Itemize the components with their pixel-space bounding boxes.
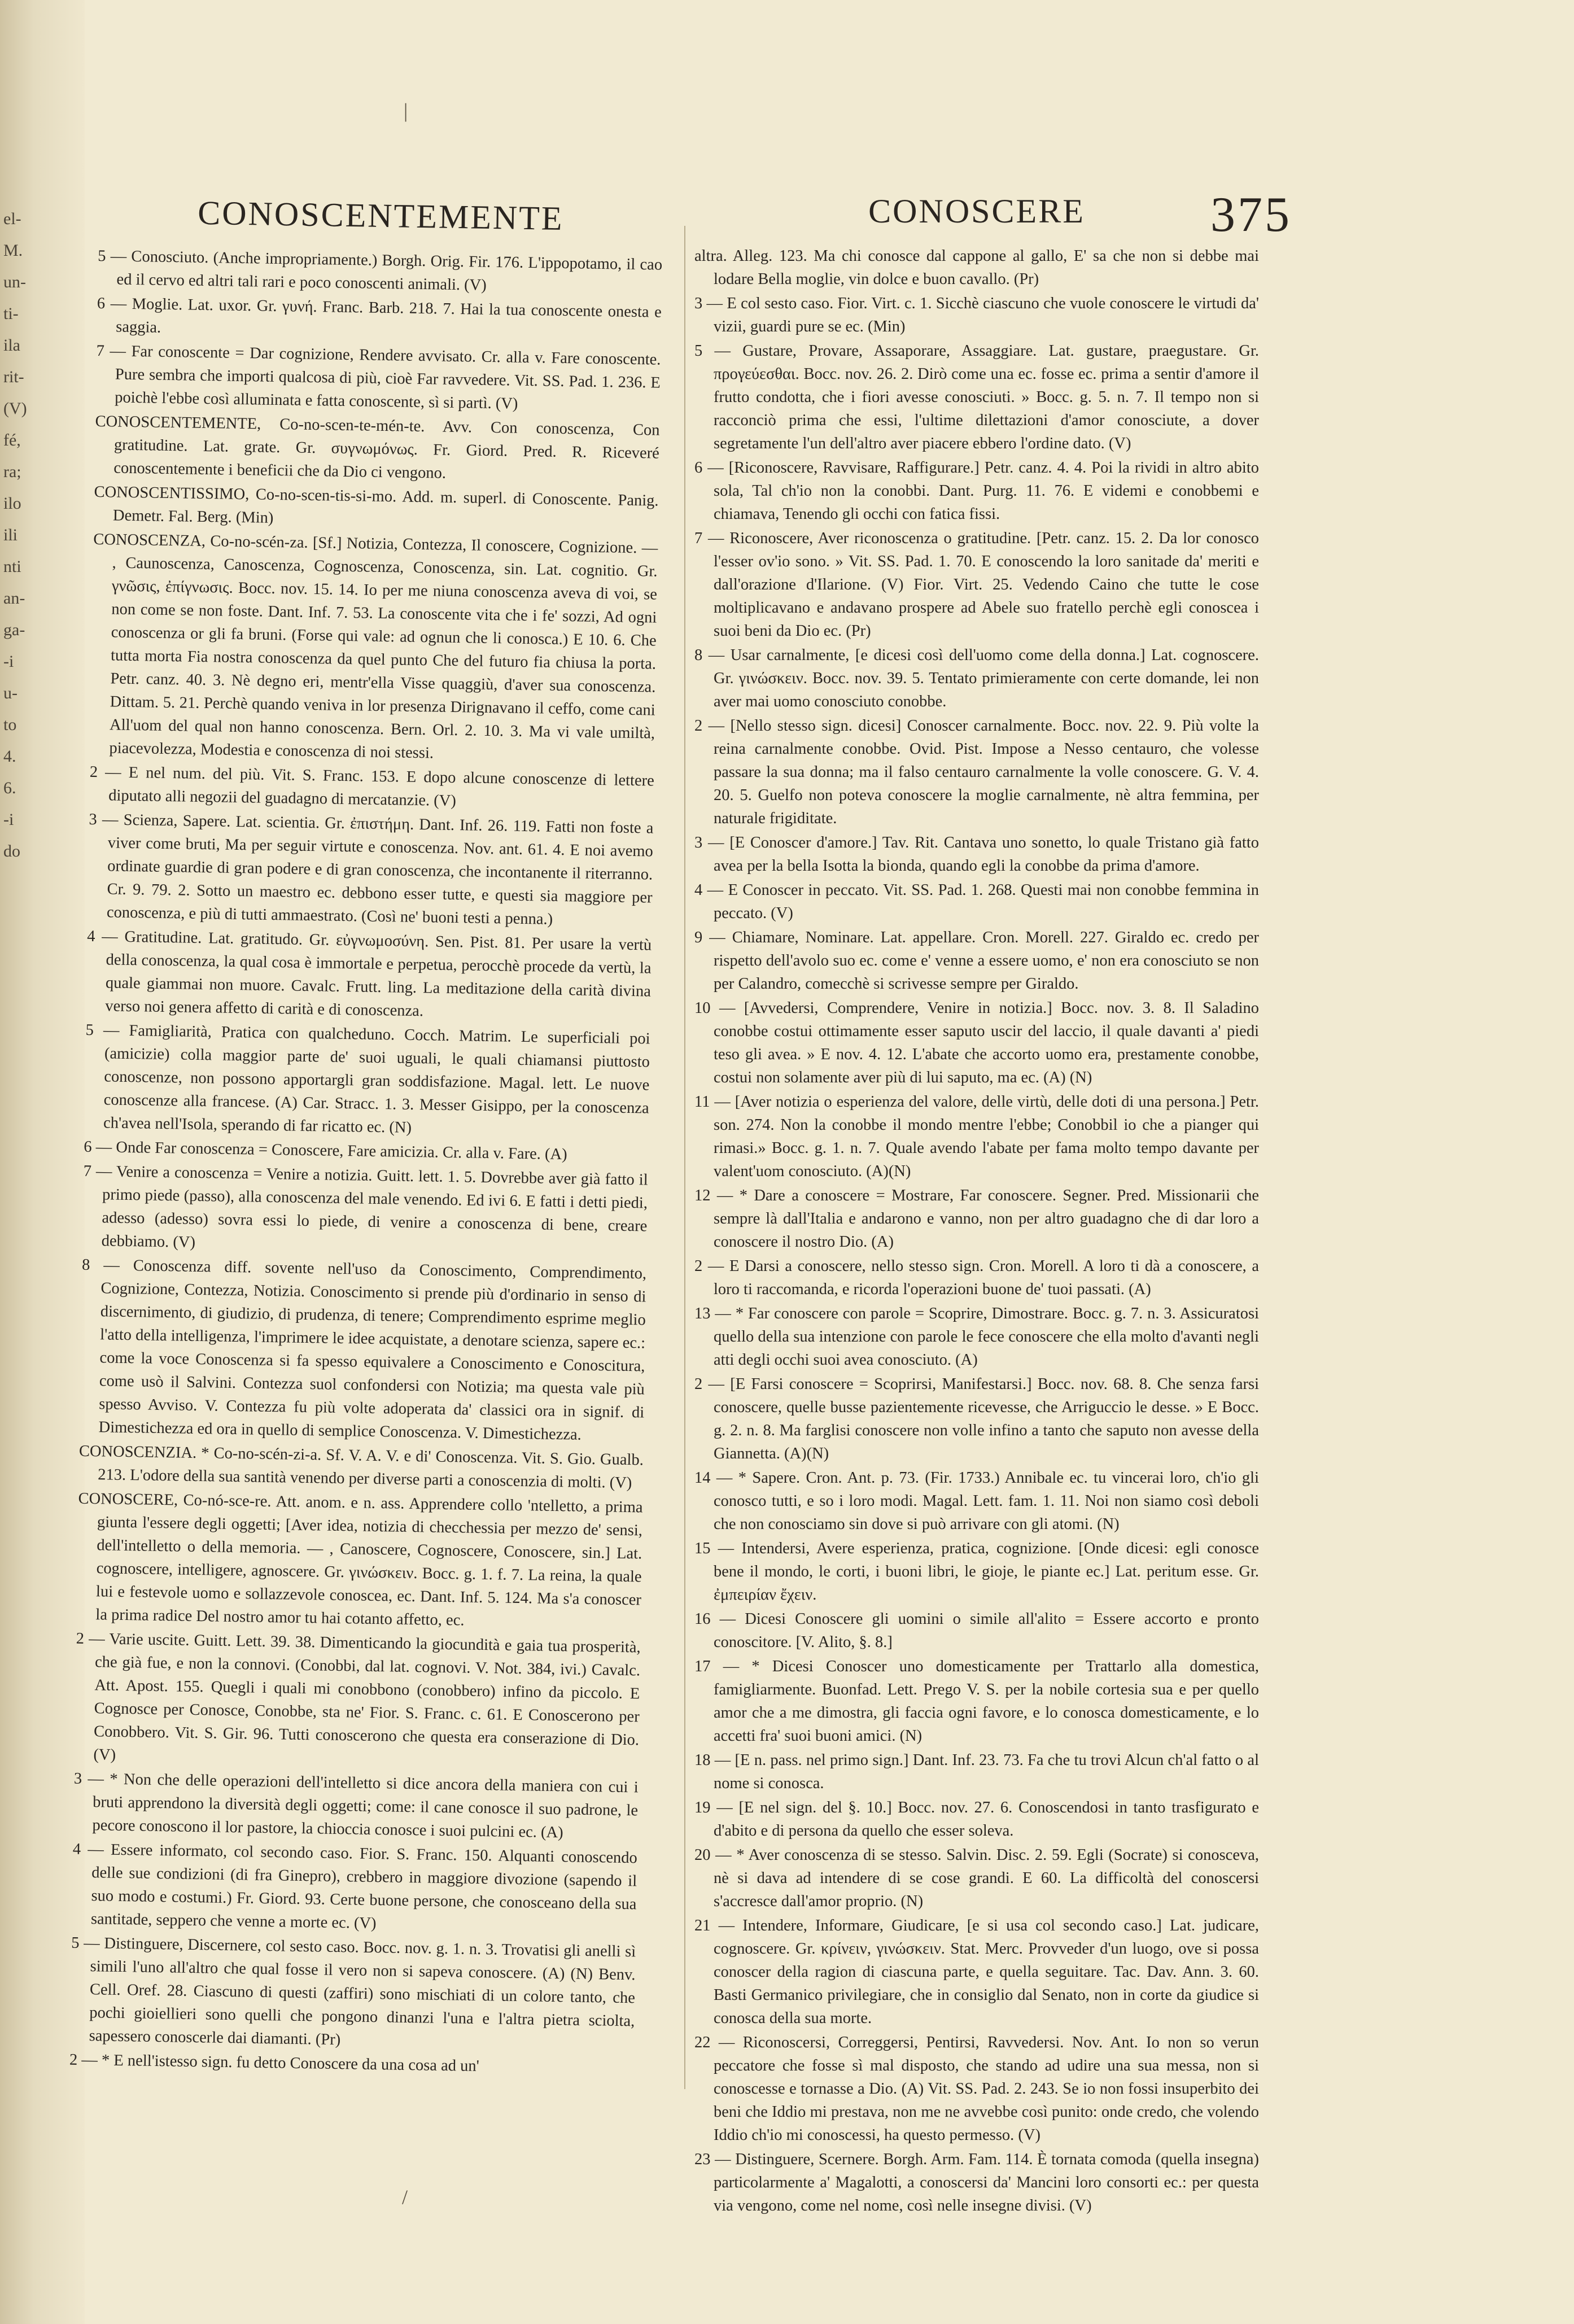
dictionary-entry: 2 — Varie uscite. Guitt. Lett. 39. 38. Dimenticando la giocundità e gaia tua prosperità, che già fue, e non la connovi. (Conobbi, dal lat. cognovi. V. Not. 384, ivi.) Cavalc. Att. Apost. 155. Quegli i quali mi conobbono (conobbero) infino da piccolo. E Cognosce per Conosce, Conobbe, sta ne' Fior. S. Franc. c. 61. E Conoscerono per Conobbero. Vit. S. Gir. 96. Tutti conoscerono che questa era conserazione di Dio. (V) (76, 1630, 641, 1764)
gutter-fragment: ga- (3, 621, 25, 639)
dictionary-entry: 17 — * Dicesi Conoscer uno domesticamente per Trattarlo alla domestica, famigliarmente. Buonfad. Lett. Prego V. S. per la nobile cortesia sua e per quello amor che a me dimostra, gli faccia ogni favore, e lo conosca domesticamente, e lo accetti fra' suoi buoni amici. (N) (694, 1658, 1259, 1745)
gutter-fragment: ti- (3, 304, 19, 323)
dictionary-entry: 2 — E Darsi a conoscere, nello stesso sign. Cron. Morell. A loro ti dà a conoscere, a loro ti raccomanda, e ricorda l'operazioni buone de' tuoi passati. (A) (694, 1257, 1259, 1298)
gutter-fragment: un- (3, 273, 26, 291)
gutter-fragment: (V) (3, 399, 27, 418)
dictionary-entry: 22 — Riconoscersi, Correggersi, Pentirsi, Ravvedersi. Nov. Ant. Io non so verun peccatore che fosse sì mal disposto, che stando ad udire una sua messa, non si conoscesse e tornasse a Dio. (A) Vit. SS. Pad. 2. 243. Se io non fossi insuperbito dei beni che Iddio mi prestava, non me ne avvebbe così punito: onde credo, che volendo Iddio ch'io mi conoscessi, ha questo permesso. (V) (694, 2034, 1259, 2144)
gutter-fragment: M. (3, 241, 23, 260)
gutter-fragment: to (3, 715, 17, 734)
gutter-fragment: nti (3, 557, 21, 576)
dictionary-entry: 12 — * Dare a conoscere = Mostrare, Far conoscere. Segner. Pred. Missionarii che sempre là dall'Italia e andarono e vanno, non per altro guadagno che di dar loro a conoscere il nostro Dio. (A) (694, 1187, 1259, 1251)
dictionary-entry: 3 — Scienza, Sapere. Lat. scientia. Gr. ἐπιστήμη. Dant. Inf. 26. 119. Fatti non foste a viver come bruti, Ma per seguir virtute e conoscenza. Nov. ant. 61. 4. E noi avemo ordinate guardie di gran podere e di gran conoscenza, che incontanente il riterranno. Cr. 9. 79. 2. Sotto un maestro ec. debbono esser tutte, e questi sia maggiore per conoscenza, e più di tutti ammaestrato. (Così ne' buoni testi a penna.) (89, 810, 654, 928)
dictionary-entry: 3 — E col sesto caso. Fior. Virt. c. 1. Sicchè ciascuno che vuole conoscere le virtudi da' vizii, guardi pure se ec. (Min) (694, 295, 1259, 335)
gutter-fragment: rit- (3, 368, 24, 386)
gutter-fragment: u- (3, 684, 18, 702)
gutter-fragment: -i (3, 652, 14, 671)
dictionary-entry: CONOSCENTISSIMO, Co-no-scen-tis-si-mo. Add. m. superl. di Conoscente. Panig. Demetr. Fal. Berg. (Min) (94, 483, 659, 527)
dictionary-entry: 6 — Moglie. Lat. uxor. Gr. γυνή. Franc. Barb. 218. 7. Hai la tua conoscente onesta e saggia. (97, 294, 662, 337)
dictionary-entry: 5 — Famigliarità, Pratica con qualcheduno. Cocch. Matrim. Le superficiali poi (amicizie) colla maggior parte de' suoi uguali, le quali chiamansi piuttosto conoscenze, non possono apportargli gran soddisfazione. Magal. lett. Le nuove conoscenze alla francese. (A) Car. Stracc. 1. 3. Messer Gisippo, per la conoscenza ch'avea nell'Isola, sperando di far ricatto ec. (N) (85, 1021, 650, 1137)
dictionary-entry: 2 — E nel num. del più. Vit. S. Franc. 153. E dopo alcune conoscenze di lettere diputato alli negozii del guadagno di mercatanzie. (V) (89, 763, 654, 810)
dictionary-entry: 5 — Gustare, Provare, Assaporare, Assaggiare. Lat. gustare, praegustare. Gr. προγεύεσθαι. Bocc. nov. 26. 2. Dirò come una ec. fosse ec. prima a sentir d'amore il frutto condotta, che i fiori avesse conosciuti. » Bocc. g. 5. n. 7. Il tempo non si racconciò prima che essi, l'ultime dilettazioni d'amor conosciute, a dover segretamente l'un dell'altro aver piacere ebbero l'ordine dato. (V) (694, 342, 1259, 452)
gutter-fragment: ili (3, 526, 18, 544)
dictionary-entry: CONOSCENTEMENTE, Co-no-scen-te-mén-te. Avv. Con conoscenza, Con gratitudine. Lat. grate. Gr. συγνωμόνως. Fr. Giord. Pred. R. Riceveré conoscentemente i beneficii che da Dio ci vengono. (95, 412, 660, 482)
dictionary-entry: 13 — * Far conoscere con parole = Scoprire, Dimostrare. Bocc. g. 7. n. 3. Assicuratosi quello della sua intenzione con parole le fece conoscere che ella molto d'avanti negli atti degli occhi suoi avea conosciuto. (A) (694, 1305, 1259, 1369)
dictionary-entry: 14 — * Sapere. Cron. Ant. p. 73. (Fir. 1733.) Annibale ec. tu vincerai loro, ch'io gli conosco tutti, e so i loro modi. Magal. Lett. fam. 1. 11. Noi non siamo così deboli che non conosciamo sin dove si può arrivare con gli atomi. (N) (694, 1469, 1259, 1533)
left-entries (69, 244, 663, 2080)
right-column (694, 192, 1259, 2214)
dictionary-entry: 2 — [Nello stesso sign. dicesi] Conoscer carnalmente. Bocc. nov. 22. 9. Più volte la reina carnalmente conobbe. Ovid. Pist. Impose a Nesso centauro, che volesse passare la sua donna; ma il falso centauro carnalmente la volle conoscere. G. V. 4. 20. 5. Guelfo non poteva conoscere la moglie carnalmente, nè altra femmina, per naturale frigiditate. (694, 717, 1259, 827)
gutter-fragment: an- (3, 589, 25, 608)
dictionary-entry: 7 — Far conoscente = Dar cognizione, Rendere avvisato. Cr. alla v. Fare conoscente. Pure sembra che importi qualcosa di più, cioè Far ravvedere. Vit. SS. Pad. 1. 236. E poichè l'ebbe così alluminata e fatta conoscente, sì si partì. (V) (96, 342, 661, 413)
dictionary-entry: 3 — [E Conoscer d'amore.] Tav. Rit. Cantava uno sonetto, lo quale Tristano già fatto avea per la bella Isotta la bionda, quando egli la conobbe da prima d'amore. (694, 834, 1259, 875)
dictionary-entry: CONOSCERE, Co-nó-sce-re. Att. anom. e n. ass. Apprendere collo 'ntelletto, a prima giunta l'essere degli oggetti; [Aver idea, notizia di checchessia per mezzo de' sensi, dell'intelletto o della memoria. — , Canoscere, Cognoscere, Conoscere, sin.] Lat. cognoscere, intelligere, agnoscere. Gr. γινώσκειν. Bocc. g. 1. f. 7. La reina, la quale lui e festevole uomo e sollazzevole conoscea, ec. Dant. Inf. 5. 124. Ma s'a conoscer la prima radice Del nostro amor tu hai cotanto affetto, ec. (78, 1489, 643, 1630)
gutter-fragment: 4. (3, 747, 16, 766)
dictionary-entry: 6 — [Riconoscere, Ravvisare, Raffigurare.] Petr. canz. 4. 4. Poi la rividi in altro abito sola, Tal ch'io non la conobbi. Dant. Purg. 11. 76. E videmi e conobbemi e chiamava, Tenendo gli occhi con fatica fissi. (694, 459, 1259, 523)
dictionary-entry: 8 — Usar carnalmente, [e dicesi così dell'uomo come della donna.] Lat. cognoscere. Gr. γινώσκειν. Bocc. nov. 39. 5. Tentato primieramente con certe domande, lei non aver mai uomo conosciuto conobbe. (694, 646, 1259, 710)
dictionary-entry: 9 — Chiamare, Nominare. Lat. appellare. Cron. Morell. 227. Giraldo ec. credo per rispetto dell'avolo suo ec. come e' venne a essere uomo, e' non era conosciuto se non per Calandro, comecchè si scrivesse sempre per Giraldo. (694, 929, 1259, 993)
dictionary-entry: 10 — [Avvedersi, Comprendere, Venire in notizia.] Bocc. nov. 3. 8. Il Saladino conobbe costui ottimamente esser saputo uscir del laccio, il quale davanti a' piedi teso gli avea. » E nov. 4. 12. L'abate che accorto uomo era, prestamente conobbe, costui non solamente aver più di lui saputo, ma ec. (A) (N) (694, 999, 1259, 1086)
dictionary-entry: 3 — * Non che delle operazioni dell'intelletto si dice ancora della maniera con cui i bruti apprendono la diversità degli oggetti; come: il cane conosce il suo padrone, le pecore conoscono il lor pastore, la chioccia conosce i suoi pulcini ec. (A) (73, 1770, 639, 1842)
dictionary-entry: 7 — Riconoscere, Aver riconoscenza o gratitudine. [Petr. canz. 15. 2. Da lor conosco l'esser ov'io sono. » Vit. SS. Pad. 1. 70. E conoscendo la loro sanitade da' meriti e dall'orazione d'Ilarione. (V) Fior. Virt. 25. Vedendo Caino che tutte le cose moltiplicavano e andavano prospere ad Abele suo fratello perchè egli conoscea i suoi beni da Dio ec. (Pr) (694, 530, 1259, 640)
page-number: 375 (1210, 187, 1292, 242)
dictionary-entry: 8 — Conoscenza diff. sovente nell'uso da Conoscimento, Comprendimento, Cognizione, Contezza, Notizia. Conoscimento si prende più d'ordinario in senso di discernimento, di giudizio, di prudenza, di tenere; Comprendimento esprime meglio l'atto della intelligenza, l'imprimere le idee acquistate, a denotare scienza, sapere ec.: come la voce Conoscenza si fa spesso equivalere a Conoscimento e Conoscitura, come usò il Salvini. Contezza suol confondersi con Notizia; ma questa vale più spesso Avviso. V. Contezza fu più volte adoperata da' classici ora in signif. di Dimestichezza ed ora in quello di semplice Conoscenza. V. Dimestichezza. (81, 1256, 647, 1444)
dictionary-entry: 4 — Gratitudine. Lat. gratitudo. Gr. εὐγνωμοσύνη. Sen. Pist. 81. Per usare la vertù della conoscenza, la qual cosa è immortale e perpetua, perocchè procede da vertù, la quale giammai non muore. Cavalc. Frutt. ling. La meditazione della carità divina verso noi genera affetto di carità e di conoscenza. (87, 927, 652, 1020)
gutter-fragment: ra; (3, 462, 21, 481)
dictionary-entry: 5 — Conosciuto. (Anche impropriamente.) Borgh. Orig. Fir. 176. L'ippopotamo, il cao ed il cervo ed altri tali rari e poco conoscenti animali. (V) (97, 247, 663, 294)
dictionary-entry: 2 — * E nell'istesso sign. fu detto Conoscere da una cosa ad un' (69, 2051, 479, 2075)
gutter-fragments (3, 203, 37, 867)
dictionary-entry: CONOSCENZA, Co-no-scén-za. [Sf.] Notizia, Contezza, Il conoscere, Cognizione. — , Caunoscenza, Canoscenza, Cognoscenza, Conoscenza, sin. Lat. cognitio. Gr. γνῶσις, ἐπίγνωσις. Bocc. nov. 15. 14. Io per me niuna conoscenza aveva di voi, se non come se non foste. Dant. Inf. 7. 53. La conoscente vita che i fe' sozzi, Ad ogni conoscenza or gli fa bruni. (Forse qui vale: ad ognun che li conosca.) E 10. 6. Che tutta morta Fia nostra conoscenza da quel punto Che del futuro fia chiusa la porta. Petr. canz. 40. 3. Nè degno eri, mentr'ella Visse quaggiù, d'aver sua conoscenza. Dittam. 5. 21. Perchè quando veniva in lor presenza Dirignavano il ceffo, come cani All'uom del qual non hanno conoscenza. Bern. Orl. 2. 10. 3. Ma vi vale umiltà, piacevolezza, Modestia e conoscenza di noi stessi. (93, 530, 658, 762)
dictionary-entry: CONOSCENZIA. * Co-no-scén-zi-a. Sf. V. A. V. e di' Conoscenza. Vit. S. Gio. Gualb. 213. L'odore della sua santità venendo per diverse parti a conoscenzia di molti. (V) (78, 1442, 644, 1492)
column-divider (684, 226, 685, 2089)
dictionary-entry: 4 — Essere informato, col secondo caso. Fior. S. Franc. 150. Alquanti conoscendo delle sue condizioni (di fra Ginepro), crebbero in maggiore divozione (sapendo il suo modo e costumi.) Fr. Giord. 93. Certe buone persone, che conosceano della sua santitade, seppero che venne a morte ec. (V) (72, 1840, 638, 1933)
gutter-fragment: 6. (3, 779, 16, 797)
dictionary-entry: 2 — [E Farsi conoscere = Scoprirsi, Manifestarsi.] Bocc. nov. 68. 8. Che senza farsi conoscere, quelle busse pazientemente ricevesse, che Arriguccio le desse. » E Bocc. g. 2. n. 8. Ma farglisi conoscere non volle infino a tanto che saputo non avesse della Giannetta. (A)(N) (694, 1375, 1259, 1462)
dictionary-entry: 15 — Intendersi, Avere esperienza, pratica, cognizione. [Onde dicesi: egli conosce bene il mondo, le corti, i buoni libri, le gioje, le piante ec.] Lat. peritum esse. Gr. ἐμπειρίαν ἔχειν. (694, 1540, 1259, 1604)
dictionary-entry: altra. Alleg. 123. Ma chi conosce dal cappone al gallo, E' sa che non si debbe mai lodare Bella moglie, vin dolce e buon cavallo. (Pr) (694, 247, 1259, 288)
pencil-mark: | (404, 99, 408, 122)
dictionary-entry: 16 — Dicesi Conoscere gli uomini o simile all'alito = Essere accorto e pronto conoscitore. [V. Alito, §. 8.] (694, 1610, 1259, 1651)
left-column (69, 192, 663, 2086)
dictionary-entry: 11 — [Aver notizia o esperienza del valore, delle virtù, delle doti di una persona.] Petr. son. 274. Non la conobbe il mondo mentre l'ebbe; Conobbil io che a pianger qui rimasi.» Bocc. g. 1. n. 7. Quale avendo l'abate per fama molto tempo davante per valent'uom conosciuto. (A)(N) (694, 1093, 1259, 1180)
dictionary-entry: 6 — Onde Far conoscenza = Conoscere, Fare amicizia. Cr. alla v. Fare. (A) (84, 1138, 567, 1164)
gutter-fragment: el- (3, 209, 21, 228)
dictionary-entry: 5 — Distinguere, Discernere, col sesto caso. Bocc. nov. g. 1. n. 3. Trovatisi gli anelli sì simili l'uno all'altro che qual fosse il vero non si sapeva conoscere. (A) (N) Benv. Cell. Oref. 28. Ciascuno di questi (zaffiri) sono mischiati di un colore tanto, che pochi gioiellieri sono quelli che pongono dinanzi l'una e l'altra pietra sciolta, sapessero conoscerle dai diamanti. (Pr) (71, 1934, 636, 2049)
pencil-mark: / (402, 2186, 408, 2208)
dictionary-entry: 18 — [E n. pass. nel primo sign.] Dant. Inf. 23. 73. Fa che tu trovi Alcun ch'al fatto o al nome si conosca. (694, 1751, 1259, 1792)
dictionary-entry: 19 — [E nel sign. del §. 10.] Bocc. nov. 27. 6. Conoscendosi in tanto trasfigurato e d'abito e di persona da quello che esser soleva. (694, 1799, 1259, 1840)
dictionary-entry: 21 — Intendere, Informare, Giudicare, [e si usa col secondo caso.] Lat. judicare, cognoscere. Gr. κρίνειν, γινώσκειν. Stat. Merc. Provveder d'un luogo, ove si possa conoscer della ragion di ciascuna parte, e quella seguitare. Tac. Dav. Ann. 3. 60. Basti Germanico privilegiare, che in consiglio dal Senato, non in corte da giudice si conosca della sua morte. (694, 1917, 1259, 2027)
dictionary-entry: 20 — * Aver conoscenza di se stesso. Salvin. Disc. 2. 59. Egli (Socrate) si conosceva, nè si dava ad intendere di se cose grandi. E 60. La difficoltà del conoscersi s'accresce dall'amor proprio. (N) (694, 1846, 1259, 1910)
gutter-fragment: ilo (3, 494, 21, 513)
dictionary-entry: 23 — Distinguere, Scernere. Borgh. Arm. Fam. 114. È tornata comoda (quella insegna) particolarmente a' Magalotti, a conoscersi da' Mancini loro consorti ec.: per questa via vengono, come nel nome, così nelle insegne divisi. (V) (694, 2151, 1259, 2214)
right-entries (694, 244, 1259, 2217)
gutter-fragment: do (3, 842, 20, 860)
gutter-fragment: -i (3, 810, 14, 829)
left-column-heading: CONOSCENTEMENTE (197, 194, 565, 237)
dictionary-entry: 4 — E Conoscer in peccato. Vit. SS. Pad. 1. 268. Questi mai non conobbe femmina in peccato. (V) (694, 881, 1259, 922)
gutter-fragment: ila (3, 336, 20, 355)
dictionary-entry: 7 — Venire a conoscenza = Venire a notizia. Guitt. lett. 1. 5. Dovrebbe aver già fatto il primo piede (passo), alla conoscenza del male venendo. Ed ivi 6. E fatti i detti piedi, adesso (adesso) sovra essi lo piede, di venire a conoscenza di bene, creare debbiamo. (V) (83, 1162, 648, 1251)
right-column-heading: CONOSCERE (868, 193, 1085, 230)
gutter-fragment: fé, (3, 431, 21, 449)
